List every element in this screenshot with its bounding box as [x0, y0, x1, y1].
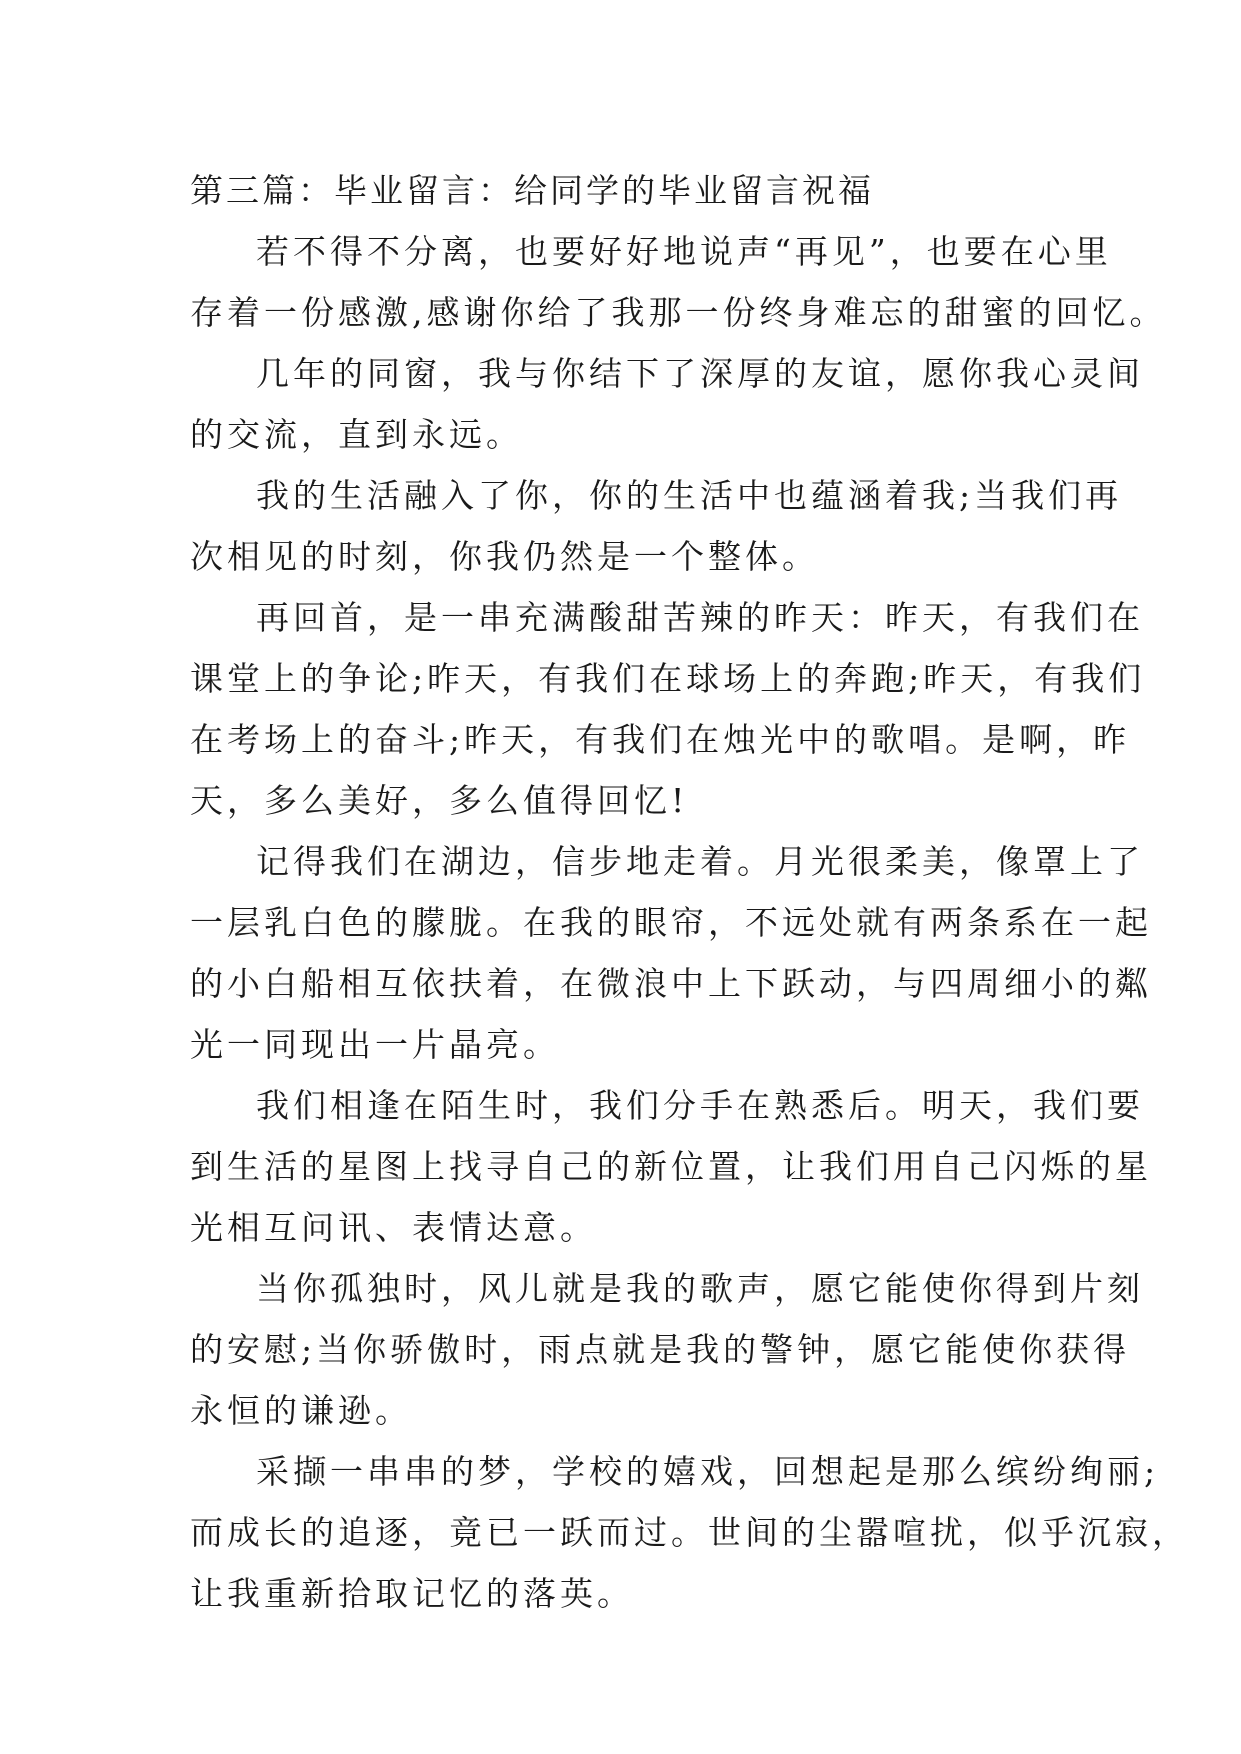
paragraph-line: 到生活的星图上找寻自己的新位置，让我们用自己闪烁的星 — [190, 1147, 1152, 1186]
paragraph-line: 光相互问讯、表情达意。 — [190, 1208, 597, 1247]
paragraph-line: 一层乳白色的朦胧。在我的眼帘，不远处就有两条系在一起 — [190, 903, 1152, 942]
paragraph-line: 永恒的谦逊。 — [190, 1391, 412, 1430]
paragraph-line: 我们相逢在陌生时，我们分手在熟悉后。明天，我们要 — [256, 1086, 1144, 1125]
paragraph-line: 课堂上的争论;昨天，有我们在球场上的奔跑;昨天，有我们 — [190, 659, 1146, 698]
paragraph-line: 次相见的时刻，你我仍然是一个整体。 — [190, 537, 819, 576]
paragraph-line: 而成长的追逐，竟已一跃而过。世间的尘嚣喧扰，似乎沉寂， — [190, 1513, 1189, 1552]
paragraph-line: 的交流，直到永远。 — [190, 415, 523, 454]
paragraph-line: 再回首，是一串充满酸甜苦辣的昨天：昨天，有我们在 — [256, 598, 1144, 637]
paragraph-line: 让我重新拾取记忆的落英。 — [190, 1574, 634, 1613]
paragraph-line: 采撷一串串的梦，学校的嬉戏，回想起是那么缤纷绚丽; — [256, 1452, 1160, 1491]
paragraph-line: 在考场上的奋斗;昨天，有我们在烛光中的歌唱。是啊，昨 — [190, 720, 1131, 759]
paragraph-line: 光一同现出一片晶亮。 — [190, 1025, 560, 1064]
paragraph-line: 存着一份感激,感谢你给了我那一份终身难忘的甜蜜的回忆。 — [190, 293, 1167, 332]
paragraph-line: 天，多么美好，多么值得回忆! — [190, 781, 689, 820]
paragraph-line: 几年的同窗，我与你结下了深厚的友谊，愿你我心灵间 — [256, 354, 1144, 393]
paragraph-line: 当你孤独时，风儿就是我的歌声，愿它能使你得到片刻 — [256, 1269, 1144, 1308]
document-title: 第三篇：毕业留言：给同学的毕业留言祝福 — [190, 171, 874, 210]
document-body — [190, 160, 1189, 1624]
paragraph-line: 的安慰;当你骄傲时，雨点就是我的警钟，愿它能使你获得 — [190, 1330, 1131, 1369]
paragraph-line: 若不得不分离，也要好好地说声“再见”，也要在心里 — [256, 232, 1112, 271]
paragraph-line: 的小白船相互依扶着，在微浪中上下跃动，与四周细小的粼 — [190, 964, 1152, 1003]
paragraph-line: 记得我们在湖边，信步地走着。月光很柔美，像罩上了 — [256, 842, 1144, 881]
paragraph-line: 我的生活融入了你，你的生活中也蕴涵着我;当我们再 — [256, 476, 1123, 515]
